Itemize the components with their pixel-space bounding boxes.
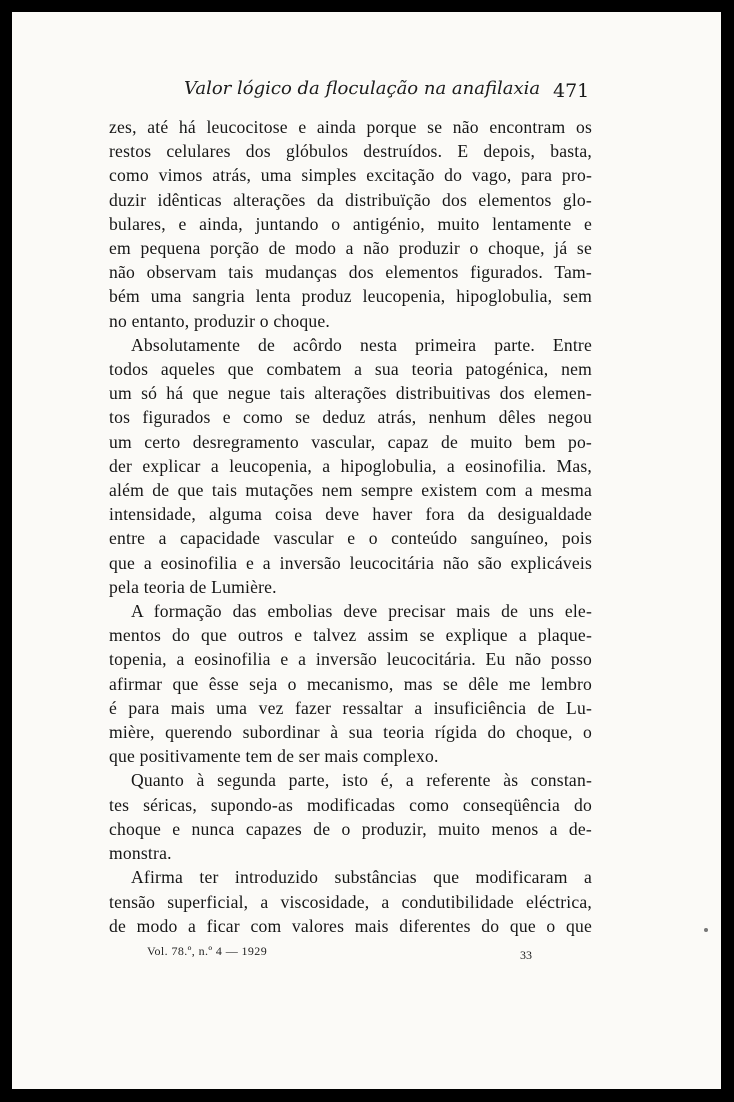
text-line: der explicar a leucopenia, a hipoglobulia, a eosinofilia. Mas,: [109, 455, 592, 476]
text-line: Absolutamente de acôrdo nesta primeira parte. Entre: [131, 334, 592, 355]
book-page: [12, 12, 721, 1089]
text-line: intensidade, alguma coisa deve haver fora da desigualdade: [109, 504, 592, 525]
text-line: mentos do que outros e talvez assim se explique a plaque-: [109, 625, 592, 646]
text-line: monstra.: [109, 843, 172, 864]
text-line: bém uma sangria lenta produz leucopenia, hipoglobulia, sem: [109, 286, 592, 307]
text-line: Quanto à segunda parte, isto é, a referente às constan-: [131, 770, 592, 791]
signature-mark: 33: [520, 948, 532, 962]
body-text: [109, 115, 592, 938]
text-line: tes séricas, supondo-as modificadas como conseqüência do: [109, 794, 592, 815]
text-line: um só há que negue tais alterações distribuitivas dos elemen-: [109, 383, 592, 404]
text-line: restos celulares dos glóbulos destruídos. E depois, basta,: [109, 141, 592, 162]
text-line: A formação das embolias deve precisar mais de uns ele-: [131, 601, 592, 622]
text-line: como vimos atrás, uma simples excitação do vago, para pro-: [109, 165, 592, 186]
text-line: mière, querendo subordinar à sua teoria rígida do choque, o: [109, 722, 592, 743]
text-line: de modo a ficar com valores mais diferentes do que o que: [109, 915, 592, 936]
text-line: entre a capacidade vascular e o conteúdo sanguíneo, pois: [109, 528, 592, 549]
text-line: zes, até há leucocitose e ainda porque se não encontram os: [109, 117, 592, 137]
text-line: não observam tais mudanças dos elementos figurados. Tam-: [109, 262, 592, 283]
scan-speck: [704, 928, 708, 932]
text-line: é para mais uma vez fazer ressaltar a insuficiência de Lu-: [109, 697, 592, 718]
text-line: um certo desregramento vascular, capaz de muito bem po-: [109, 431, 592, 452]
text-line: em pequena porção de modo a não produzir o choque, já se: [109, 238, 592, 259]
running-title: Valor lógico da floculação na anafilaxia: [184, 78, 541, 99]
text-line: que a eosinofilia e a inversão leucocitária não são explicáveis: [109, 552, 592, 573]
text-line: duzir idênticas alterações da distribuïção dos elementos glo-: [109, 189, 592, 210]
text-line: afirmar que êsse seja o mecanismo, mas se dêle me lembro: [109, 673, 592, 694]
page-number: 471: [553, 80, 590, 102]
text-line: tos figurados e como se deduz atrás, nenhum dêles negou: [109, 407, 592, 428]
text-line: no entanto, produzir o choque.: [109, 310, 330, 331]
text-line: todos aqueles que combatem a sua teoria patogénica, nem: [109, 359, 592, 380]
volume-info: Vol. 78.º, n.º 4 — 1929: [147, 944, 268, 958]
text-line: que positivamente tem de ser mais complexo.: [109, 746, 439, 767]
text-line: pela teoria de Lumière.: [109, 576, 277, 597]
text-line: tensão superficial, a viscosidade, a condutibilidade eléctrica,: [109, 891, 592, 912]
text-line: além de que tais mutações nem sempre existem com a mesma: [109, 480, 592, 501]
text-line: topenia, a eosinofilia e a inversão leucocitária. Eu não posso: [109, 649, 592, 670]
text-line: bulares, e ainda, juntando o antigénio, muito lentamente e: [109, 213, 592, 234]
text-line: choque e nunca capazes de o produzir, muito menos a de-: [109, 818, 592, 839]
text-line: Afirma ter introduzido substâncias que modificaram a: [131, 867, 592, 888]
